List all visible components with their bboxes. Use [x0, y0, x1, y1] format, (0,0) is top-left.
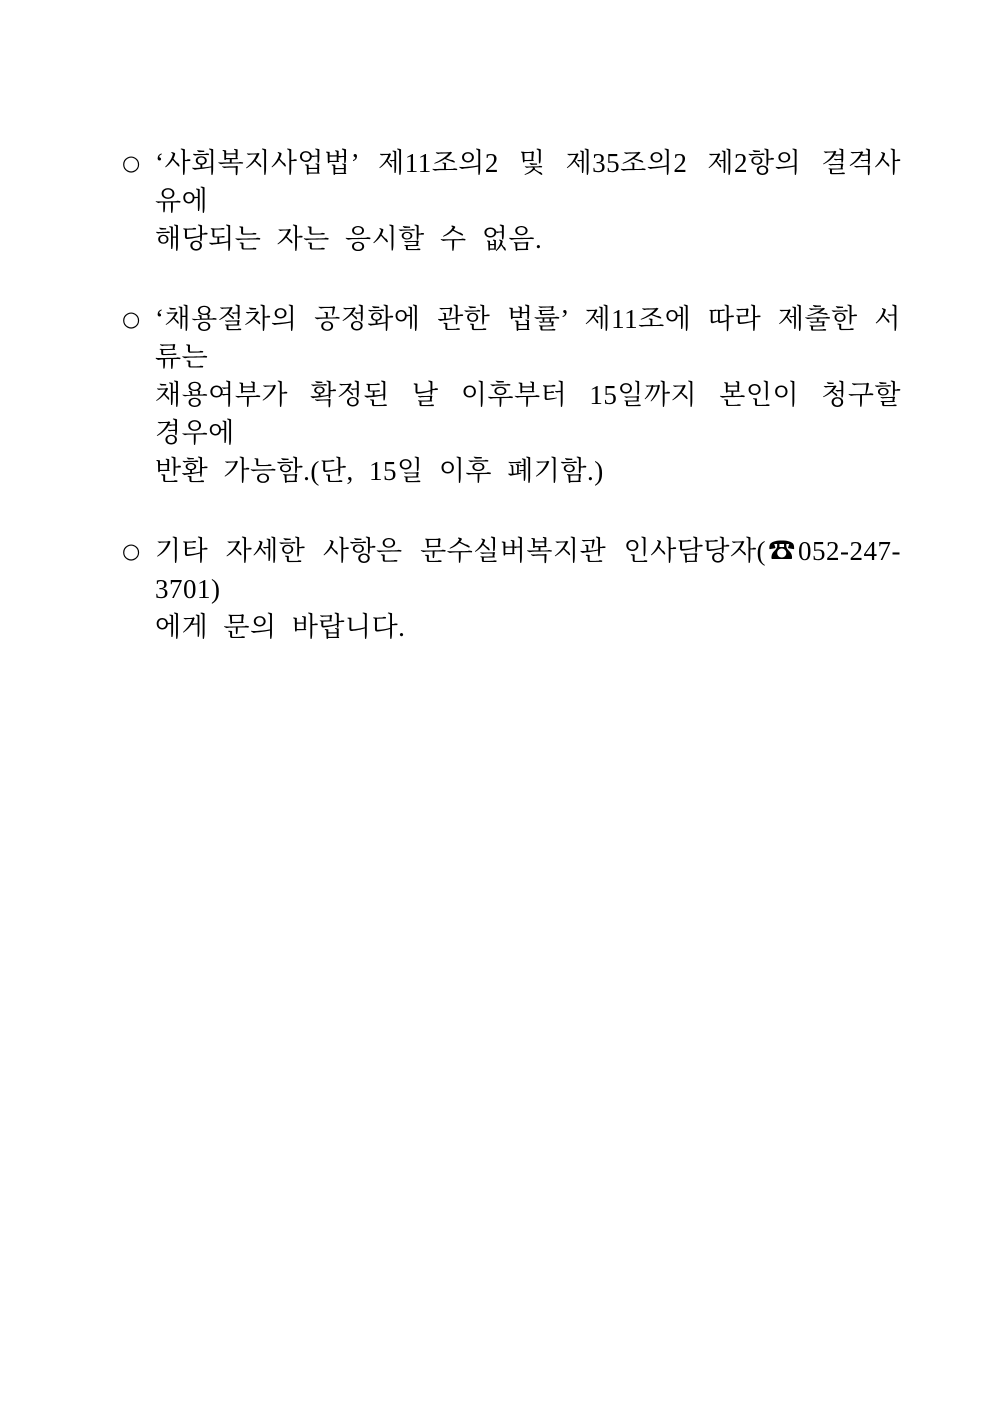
list-item — [122, 144, 901, 258]
paragraph-line: ‘사회복지사업법’ 제11조의2 및 제35조의2 제2항의 결격사유에 — [155, 148, 901, 216]
circle-bullet-icon: ○ — [122, 539, 141, 563]
circle-bullet-icon: ○ — [122, 151, 141, 175]
paragraph — [155, 144, 901, 258]
paragraph — [155, 300, 901, 490]
circle-bullet-icon: ○ — [122, 307, 141, 331]
list-item — [122, 532, 901, 646]
paragraph-line: 반환 가능함.(단, 15일 이후 폐기함.) — [155, 456, 604, 486]
paragraph — [155, 532, 901, 646]
paragraph-line: 에게 문의 바랍니다. — [155, 612, 406, 642]
paragraph-line: ‘채용절차의 공정화에 관한 법률’ 제11조에 따라 제출한 서류는 — [155, 304, 901, 372]
paragraph-line-with-phone-icon: 기타 자세한 사항은 문수실버복지관 인사담당자(☎052-247-3701) — [155, 536, 901, 604]
paragraph-line: 채용여부가 확정된 날 이후부터 15일까지 본인이 청구할 경우에 — [155, 380, 901, 448]
list-item — [122, 300, 901, 490]
paragraph-line: 해당되는 자는 응시할 수 없음. — [155, 224, 543, 254]
